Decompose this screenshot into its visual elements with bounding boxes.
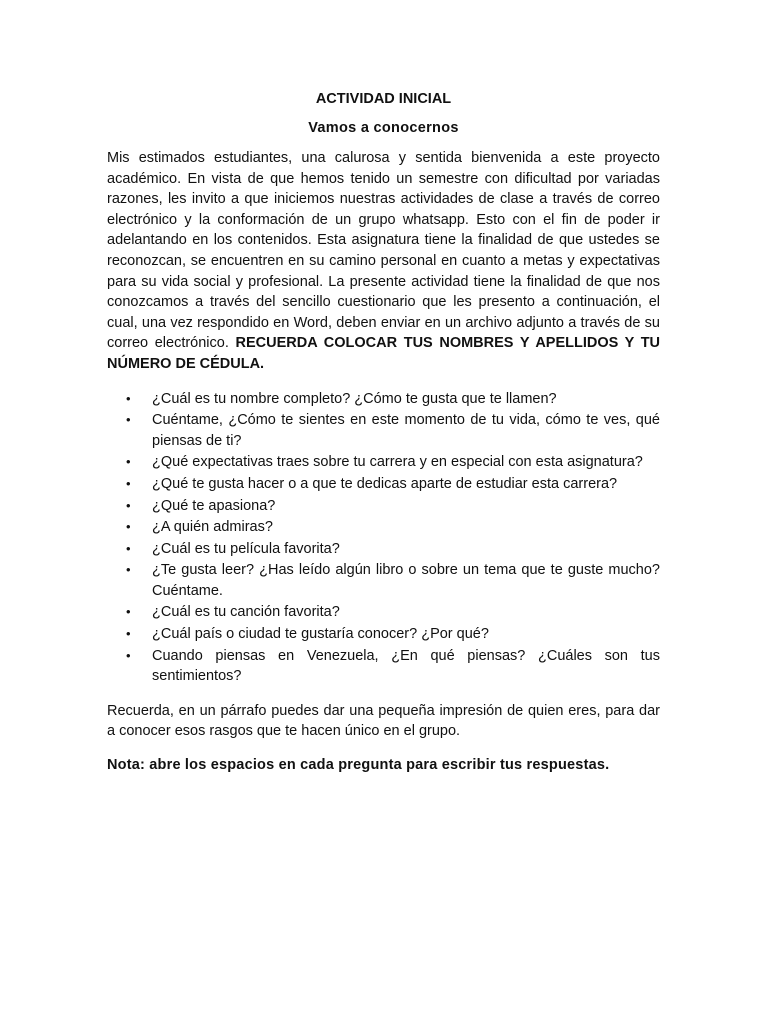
bullet-icon: • xyxy=(126,390,131,406)
bullet-icon: • xyxy=(126,604,131,620)
question-text: Cuando piensas en Venezuela, ¿En qué piensas? ¿Cuáles son tus sentimientos? xyxy=(152,647,660,685)
bullet-icon: • xyxy=(126,519,131,535)
bullet-icon: • xyxy=(126,647,131,663)
question-text: ¿Cuál es tu nombre completo? ¿Cómo te gusta que te llamen? xyxy=(152,390,557,407)
question-text: ¿Cuál país o ciudad te gustaría conocer? ¿Por qué? xyxy=(152,626,489,643)
question-item xyxy=(107,560,660,601)
intro-text: Mis estimados estudiantes, una calurosa y sentida bienvenida a este proyecto académico. En vista de que hemos tenido un semestre con dificultad por variadas razones, les invito a que iniciemos nuestras actividades de clase a través de correo electrónico y la conformación de un grupo whatsapp. Esto con el fin de poder ir adelantando en los contenidos. Esta asignatura tiene la finalidad de que ustedes se reconozcan, se encuentren en su camino personal en cuanto a metas y expectativas para su vida social y profesional. La presente actividad tiene la finalidad de que nos conozcamos a través del sencillo cuestionario que les presento a continuación, el cual, una vez respondido en Word, deben enviar en un archivo adjunto a través de su correo electrónico. xyxy=(107,150,660,352)
question-item xyxy=(107,624,660,645)
question-text: Cuéntame, ¿Cómo te sientes en este momento de tu vida, cómo te ves, qué piensas de ti? xyxy=(152,412,660,449)
bullet-icon: • xyxy=(126,497,131,513)
question-item xyxy=(107,474,660,495)
question-item xyxy=(107,410,660,451)
question-text: ¿Qué expectativas traes sobre tu carrera y en especial con esta asignatura? xyxy=(152,454,643,471)
question-item xyxy=(107,646,660,687)
question-text: ¿Te gusta leer? ¿Has leído algún libro o sobre un tema que te guste mucho? Cuéntame. xyxy=(152,562,660,599)
question-text: ¿Qué te apasiona? xyxy=(152,497,276,514)
bullet-icon: • xyxy=(126,540,131,556)
bullet-icon: • xyxy=(126,626,131,642)
bullet-icon: • xyxy=(126,454,131,470)
closing-paragraph: Recuerda, en un párrafo puedes dar una pequeña impresión de quien eres, para dar a conocer esos rasgos que te hacen único en el grupo. xyxy=(107,702,660,740)
document-title: ACTIVIDAD INICIAL xyxy=(315,91,452,107)
bullet-icon: • xyxy=(126,562,131,578)
bullet-icon: • xyxy=(126,412,131,428)
intro-bold-reminder: RECUERDA COLOCAR TUS NOMBRES Y APELLIDOS Y TU NÚMERO DE CÉDULA. xyxy=(107,335,661,372)
question-item xyxy=(107,517,660,538)
document-content xyxy=(107,89,660,776)
question-text: ¿Cuál es tu película favorita? xyxy=(152,540,340,557)
intro-paragraph xyxy=(107,148,660,375)
question-item xyxy=(107,539,660,560)
question-text: ¿A quién admiras? xyxy=(152,519,273,536)
document-subtitle: Vamos a conocernos xyxy=(308,120,459,136)
question-item xyxy=(107,389,660,410)
question-text: ¿Cuál es tu canción favorita? xyxy=(152,604,340,621)
question-text: ¿Qué te gusta hacer o a que te dedicas aparte de estudiar esta carrera? xyxy=(152,475,618,492)
question-item xyxy=(107,496,660,517)
bullet-icon: • xyxy=(126,475,131,491)
question-item xyxy=(107,602,660,623)
questions-list xyxy=(107,389,660,687)
question-item xyxy=(107,452,660,473)
note-paragraph: Nota: abre los espacios en cada pregunta para escribir tus respuestas. xyxy=(107,757,610,774)
